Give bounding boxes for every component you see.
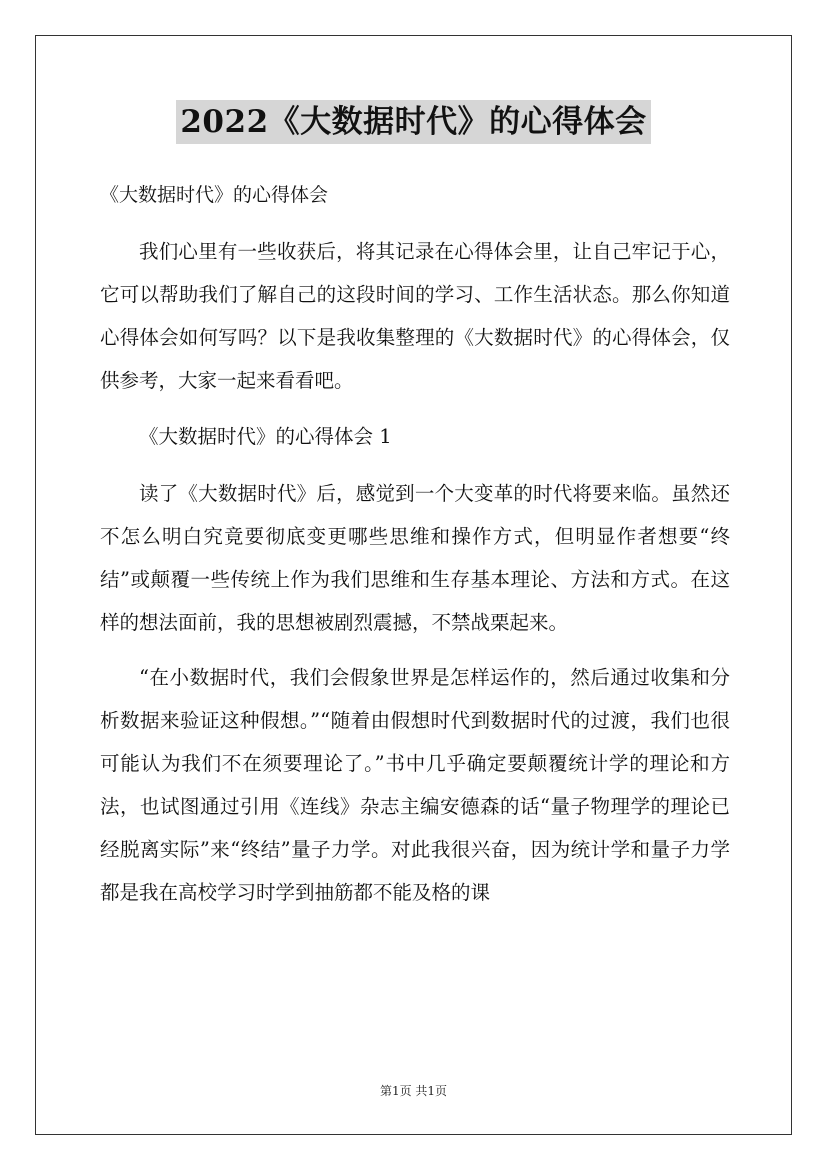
paragraph-2: “在小数据时代，我们会假象世界是怎样运作的，然后通过收集和分析数据来验证这种假想。”“随着由假想时代到数据时代的过渡，我们也很可能认为我们不在须要理论了。”书中几乎确定要颠覆统计学的理论和方法，也试图通过引用《连线》杂志主编安德森的话“量子物理学的理论已经脱离实际”来“终结”量子力学。对此我很兴奋，因为统计学和量子力学都是我在高校学习时学到抽筋都不能及格的课 bbox=[100, 666, 730, 904]
paragraph-intro: 我们心里有一些收获后，将其记录在心得体会里，让自己牢记于心，它可以帮助我们了解自己的这段时间的学习、工作生活状态。那么你知道心得体会如何写吗？以下是我收集整理的《大数据时代》的心得体会，仅供参考，大家一起来看看吧。 bbox=[100, 240, 730, 392]
document-title: 2022《大数据时代》的心得体会 bbox=[176, 100, 650, 144]
document-subtitle: 《大数据时代》的心得体会 bbox=[100, 184, 329, 206]
page-number: 第1页 共1页 bbox=[379, 1084, 448, 1098]
page-footer bbox=[0, 1083, 827, 1099]
paragraph-1: 读了《大数据时代》后，感觉到一个大变革的时代将要来临。虽然还不怎么明白究竟要彻底变更哪些思维和操作方式，但明显作者想要“终结”或颠覆一些传统上作为我们思维和生存基本理论、方法和方式。在这样的想法面前，我的思想被剧烈震撼，不禁战栗起来。 bbox=[100, 482, 730, 634]
section-title-1: 《大数据时代》的心得体会 1 bbox=[139, 425, 392, 448]
document-body bbox=[100, 230, 730, 914]
title-wrap bbox=[0, 100, 827, 144]
